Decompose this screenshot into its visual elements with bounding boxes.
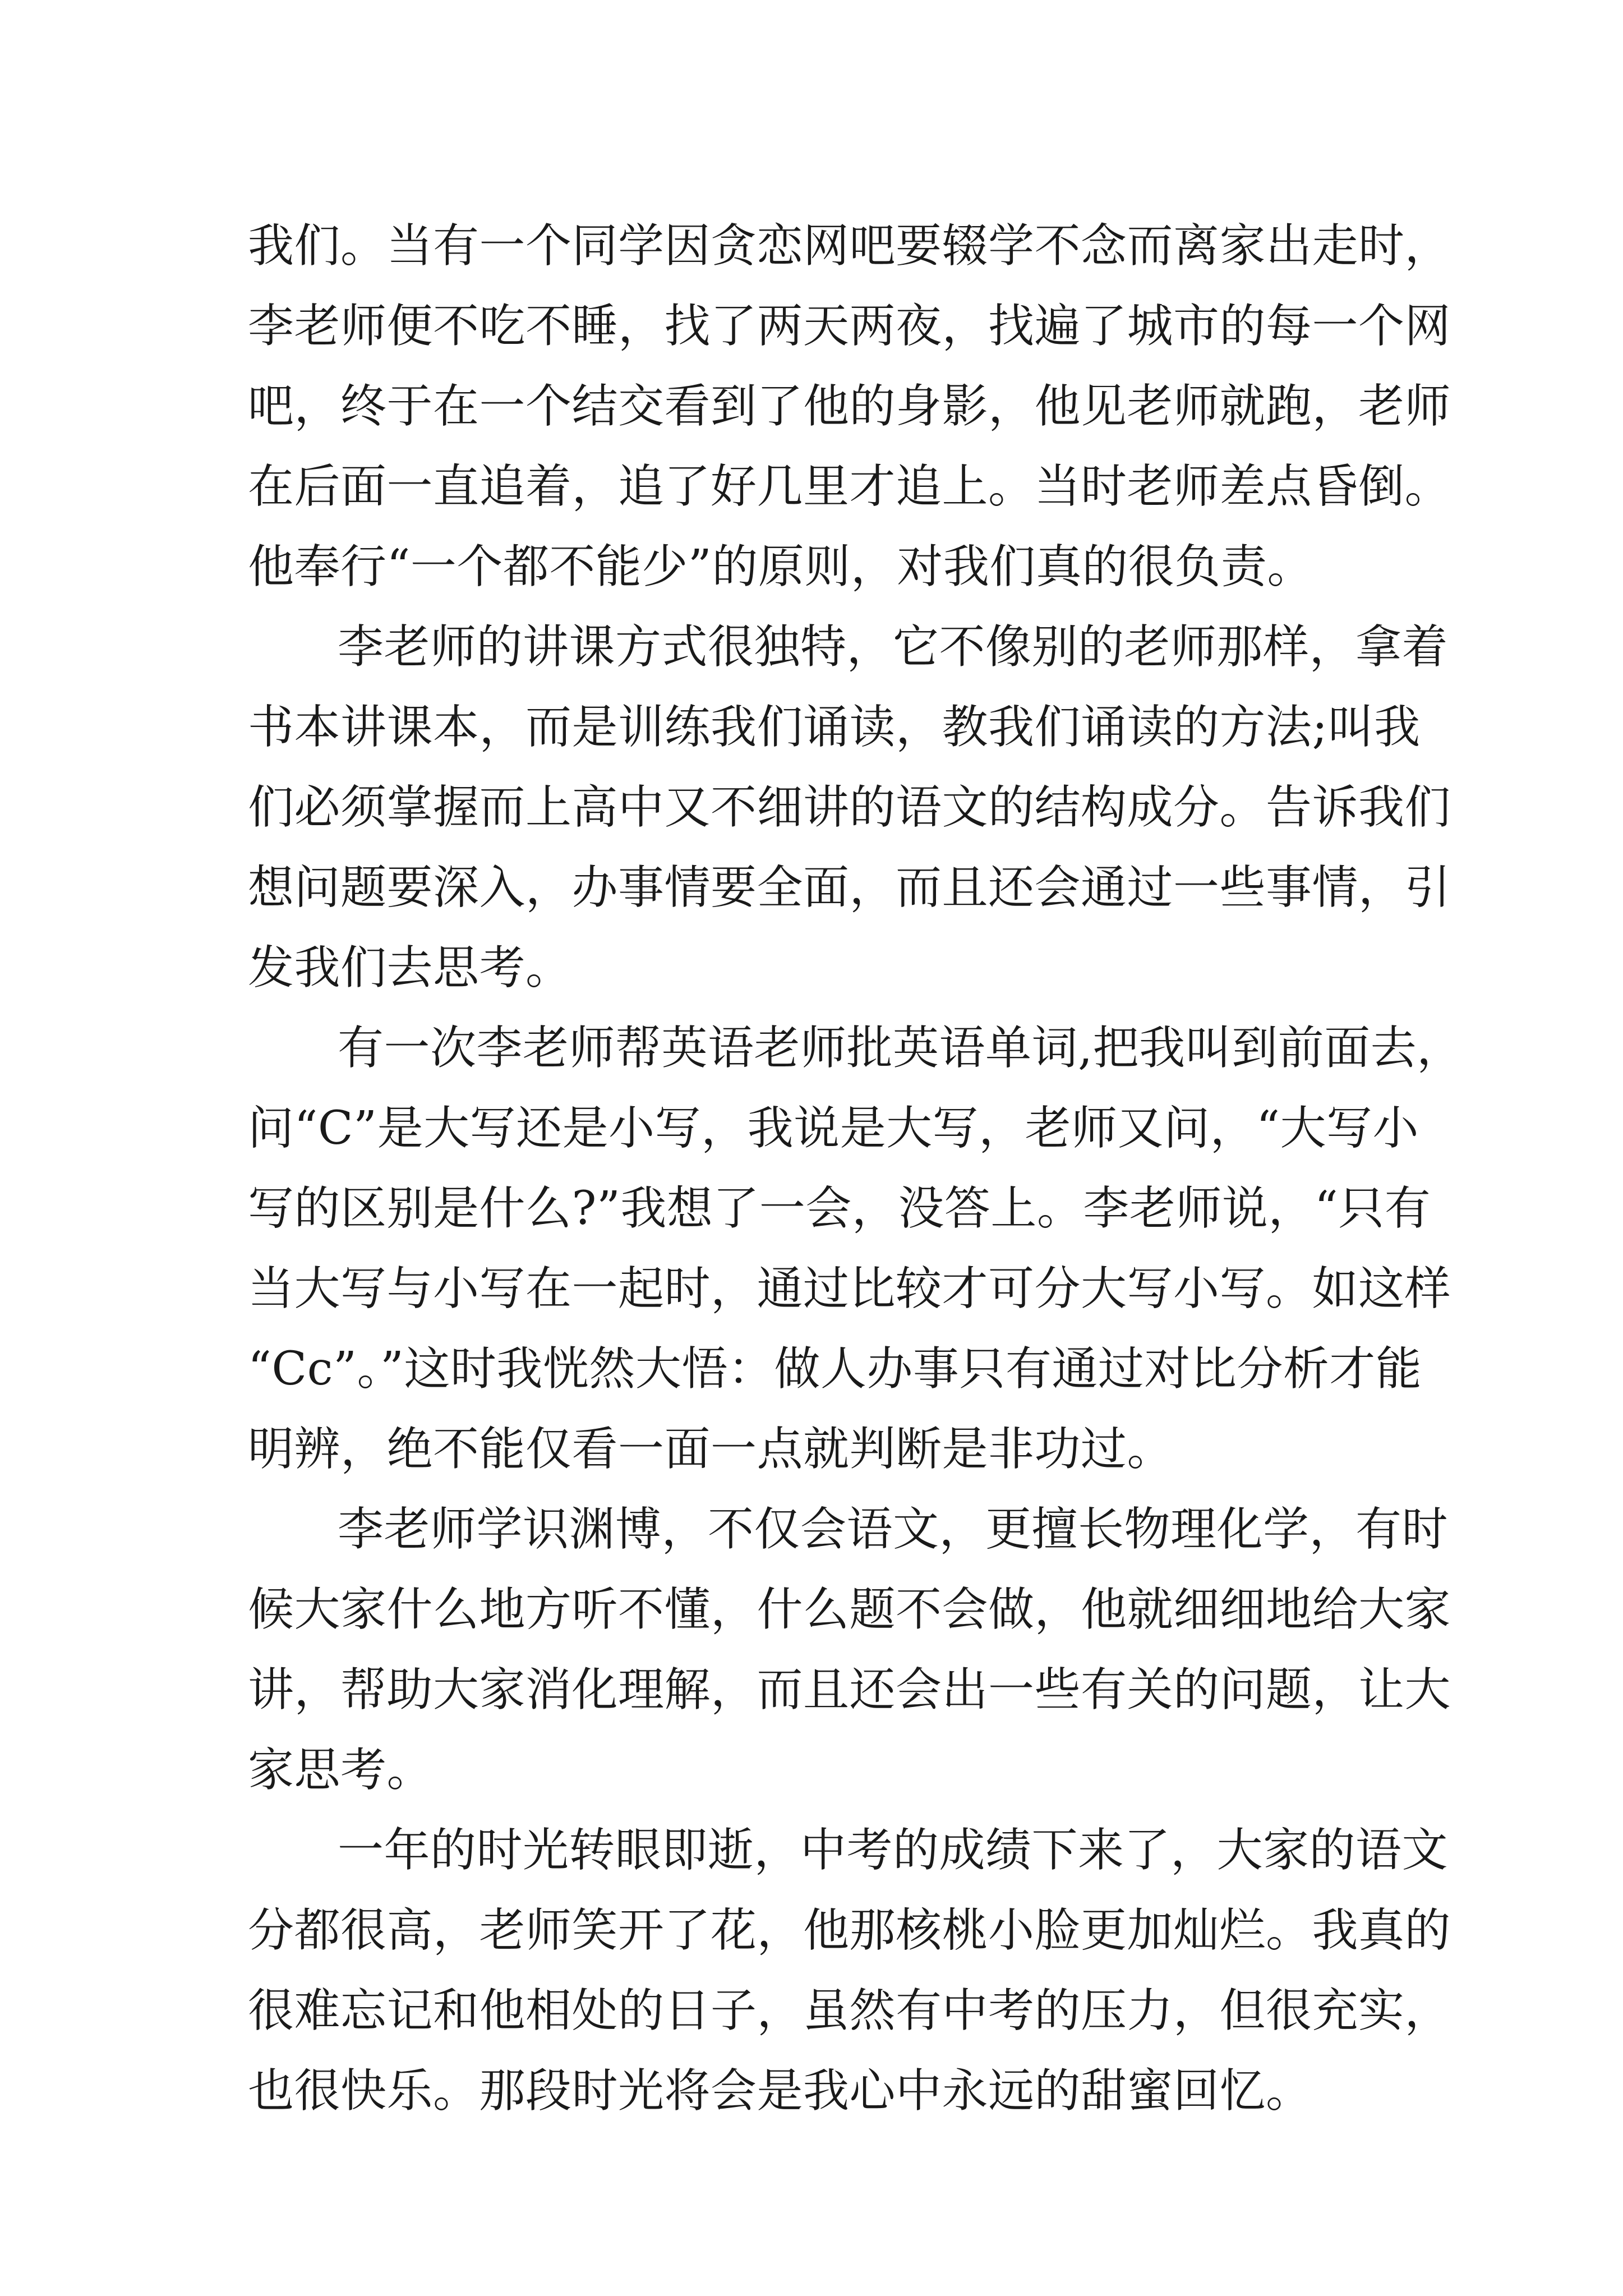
text-line: 发我们去思考。 — [248, 941, 572, 995]
text-line: 也很快乐。那段时光将会是我心中永远的甜蜜回忆。 — [248, 2064, 1312, 2118]
text-line: 李老师的讲课方式很独特，它不像别的老师那样，拿着 — [338, 620, 1449, 674]
text-line: 李老师学识渊博，不仅会语文，更擅长物理化学，有时 — [338, 1503, 1449, 1556]
text-line: 当大写与小写在一起时，通过比较才可分大写小写。如这样 — [248, 1262, 1451, 1315]
text-line: 一年的时光转眼即逝，中考的成绩下来了，大家的语文 — [338, 1824, 1449, 1877]
text-line: 讲，帮助大家消化理解，而且还会出一些有关的问题，让大 — [248, 1663, 1451, 1717]
text-line: 问“C”是大写还是小写，我说是大写，老师又问，“大写小 — [248, 1102, 1419, 1155]
text-line: 分都很高，老师笑开了花，他那核桃小脸更加灿烂。我真的 — [248, 1904, 1451, 1957]
text-line: 有一次李老师帮英语老师批英语单词,把我叫到前面去， — [338, 1022, 1463, 1075]
text-line: 想问题要深入，办事情要全面，而且还会通过一些事情，引 — [248, 861, 1451, 914]
text-line: 候大家什么地方听不懂，什么题不会做，他就细细地给大家 — [248, 1583, 1451, 1636]
paragraph — [248, 1489, 1451, 1810]
text-line: 李老师便不吃不睡，找了两天两夜，找遍了城市的每一个网 — [248, 300, 1451, 353]
paragraph — [248, 607, 1451, 1008]
text-line: 吧，终于在一个结交看到了他的身影，他见老师就跑，老师 — [248, 380, 1451, 433]
paragraph — [248, 1008, 1463, 1489]
text-line: 明辨，绝不能仅看一面一点就判断是非功过。 — [248, 1423, 1174, 1476]
text-line: 他奉行“一个都不能少”的原则，对我们真的很负责。 — [248, 540, 1313, 593]
document-body — [248, 206, 1463, 2131]
text-line: “Cc”。”这时我恍然大悟：做人办事只有通过对比分析才能 — [248, 1342, 1422, 1396]
text-line: 很难忘记和他相处的日子，虽然有中考的压力，但很充实， — [248, 1984, 1451, 2037]
paragraph — [248, 1810, 1451, 2131]
text-line: 家思考。 — [248, 1743, 434, 1797]
paragraph — [248, 206, 1451, 607]
text-line: 在后面一直追着，追了好几里才追上。当时老师差点昏倒。 — [248, 460, 1451, 513]
text-line: 书本讲课本，而是训练我们诵读，教我们诵读的方法;叫我 — [248, 701, 1421, 754]
text-line: 们必须掌握而上高中又不细讲的语文的结构成分。告诉我们 — [248, 781, 1451, 834]
text-line: 写的区别是什么?”我想了一会，没答上。李老师说，“只有 — [248, 1182, 1431, 1235]
text-line: 我们。当有一个同学因贪恋网吧要辍学不念而离家出走时， — [248, 219, 1451, 273]
